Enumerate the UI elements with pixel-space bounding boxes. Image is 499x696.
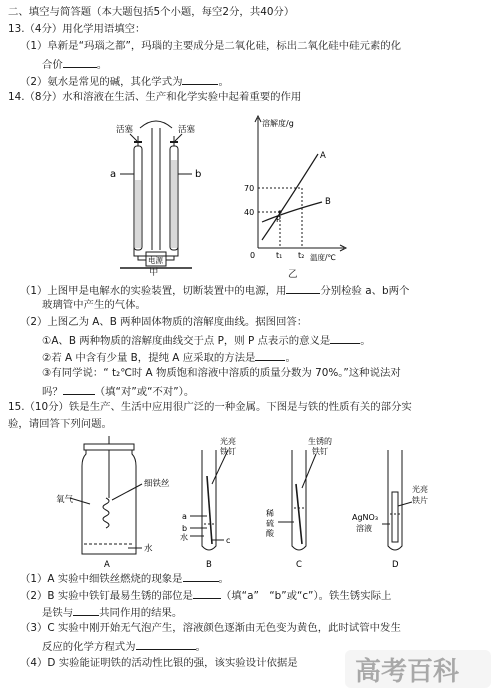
nail-b [207, 476, 212, 544]
valve-right-label: 活塞 [178, 125, 196, 135]
power-label: 电源 [148, 256, 163, 265]
x-axis-label: 温度/℃ [310, 253, 336, 262]
tick-t2: t₂ [298, 251, 305, 260]
sheet-label-a: 光亮 [412, 485, 428, 494]
nail2-label-b: 铁钉 [312, 447, 328, 456]
iron-wire-label: 细铁丝 [144, 479, 170, 489]
q15-line3b-text: 反应的化学方程式为 [42, 641, 136, 653]
q13-line1b [42, 56, 107, 72]
iron-sheet [392, 492, 398, 542]
test-tube-c [292, 450, 306, 550]
acid-label-2: 硫 [266, 519, 274, 528]
watermark-text: 高考百科 [355, 657, 460, 687]
q15-heading-2: 验，请回答下列问题。 [8, 418, 112, 430]
q15-line3b [42, 638, 206, 654]
q15-line2b-end: 共同作用的结果。 [99, 607, 183, 619]
experiment-b-figure [180, 436, 250, 570]
point-b-label: b [182, 524, 188, 533]
q15-line3b-end: 。 [195, 641, 206, 653]
q15-blank-2[interactable] [193, 587, 221, 599]
q14-line1-text: （1）上图甲是电解水的实验装置，切断装置中的电源，用 [20, 285, 287, 297]
nail1-label-a: 光亮 [220, 437, 236, 446]
q14-blank-3[interactable] [255, 349, 285, 361]
q14-line2: （2）上图乙为 A、B 两种固体物质的溶解度曲线。据图回答： [20, 316, 308, 328]
section-title: 二、填空与简答题（本大题包括5个小题，每空2分，共40分） [8, 6, 295, 18]
q15-heading: 15.（10分）铁是生产、生活中应用很广泛的一种金属。下图是与铁的性质有关的部分实 [8, 401, 412, 413]
electrolysis-apparatus-figure [90, 110, 222, 270]
q14-line3-text: ①A、B 两种物质的溶解度曲线交于点 P，则 P 点表示的意义是 [42, 335, 331, 347]
q15-line1-end: 。 [218, 573, 229, 585]
q14-line4 [42, 349, 296, 365]
exp-a-label: A [104, 560, 110, 570]
q15-line2b-text: 是铁与 [42, 607, 74, 619]
q14-line5b-text: 吗？ [42, 386, 63, 398]
q15-line1-text: （1）A 实验中细铁丝燃烧的现象是 [20, 573, 183, 585]
q14-blank-4[interactable] [63, 383, 95, 395]
q13-line2-end: 。 [218, 76, 229, 88]
iron-wire-coil [103, 498, 109, 528]
exp-d-label: D [392, 560, 399, 570]
agno3-label-a: AgNO₃ [352, 513, 379, 522]
q14-blank-2[interactable] [330, 332, 360, 344]
rusted-nail [296, 484, 302, 544]
q15-line4: （4）D 实验能证明铁的活动性比银的强，该实验设计依据是 [20, 657, 298, 669]
tick-70: 70 [244, 184, 255, 193]
curve-a [262, 154, 318, 240]
q15-line1 [20, 570, 229, 586]
exp-b-label: B [206, 560, 212, 570]
figure-jia-caption: 甲 [149, 267, 159, 278]
funnel-top [140, 121, 172, 128]
q13-line1b-text: 合价 [42, 59, 63, 71]
q14-heading: 14.（8分）水和溶液在生活、生产和化学实验中起着重要的作用 [8, 91, 302, 103]
point-c-label: c [226, 536, 231, 545]
q14-line1 [20, 282, 409, 298]
q13-line2 [20, 73, 229, 89]
q13-line1b-end: 。 [96, 59, 108, 71]
q14-blank-1[interactable] [286, 282, 320, 294]
tick-t1: t₁ [276, 251, 283, 260]
q14-line1-end: 分别检验 a、b两个 [320, 285, 410, 297]
sheet-label-b: 铁片 [412, 496, 428, 505]
q15-line2b [42, 604, 182, 620]
point-p [278, 210, 281, 213]
experiment-c-figure [262, 436, 342, 570]
point-a-label: a [182, 512, 187, 521]
q14-line4-text: ②若 A 中含有少量 B，提纯 A 应采取的方法是 [42, 352, 256, 364]
q15-line2-text: （2）B 实验中铁钉最易生锈的部位是 [20, 590, 193, 602]
valve-left-label: 活塞 [116, 125, 134, 135]
q15-blank-3[interactable] [73, 604, 99, 616]
q14-line4-end: 。 [285, 352, 296, 364]
q14-line3-end: 。 [360, 335, 371, 347]
q13-line1: （1）阜新是“玛瑙之都”，玛瑙的主要成分是二氧化硅，标出二氧化硅中硅元素的化 [20, 40, 402, 52]
water-label-a: 水 [144, 544, 153, 554]
tick-40: 40 [244, 208, 255, 217]
q13-blank-2[interactable] [182, 73, 218, 85]
test-tube-d [388, 450, 402, 550]
watermark-logo [343, 646, 493, 692]
curve-b-label: B [325, 197, 331, 207]
q13-heading: 13.（4分）用化学用语填空： [8, 23, 146, 35]
q15-line2 [20, 587, 391, 603]
q14-line3 [42, 332, 371, 348]
nail2-label-a: 生锈的 [308, 437, 332, 446]
q15-blank-4[interactable] [136, 638, 196, 650]
tube-a-label: a [110, 169, 117, 180]
water-label-b: 水 [180, 533, 188, 542]
q13-line2-text: （2）氨水是常见的碱，其化学式为 [20, 76, 183, 88]
origin-label: 0 [250, 251, 256, 260]
acid-label-3: 酸 [266, 529, 274, 538]
oxygen-label: 氧气 [56, 495, 74, 505]
q14-line5: ③有同学说：“ t₂℃时 A 物质饱和溶液中溶质的质量分数为 70%。”这种说法对 [42, 367, 401, 379]
exp-c-label: C [296, 560, 302, 570]
y-axis-label: 溶解度/g [262, 119, 294, 128]
acid-label-1: 稀 [266, 509, 274, 518]
nail1-label-b: 铁钉 [220, 447, 236, 456]
experiment-d-figure [346, 436, 446, 570]
q14-line5b [42, 383, 194, 399]
q14-line1b: 玻璃管中产生的气体。 [42, 299, 146, 311]
q15-line2-mid: （填“a” “b”或“c”）。铁生锈实际上 [220, 590, 392, 602]
figure-yi-caption: 乙 [288, 269, 298, 280]
q15-line3: （3）C 实验中刚开始无气泡产生，溶液颜色逐渐由无色变为黄色，此时试管中发生 [20, 622, 401, 634]
solubility-curve-figure [232, 112, 354, 268]
experiment-a-figure [56, 436, 170, 570]
agno3-label-b: 溶液 [356, 524, 372, 533]
q14-line5b-end: （填“对”或“不对”）。 [94, 386, 195, 398]
curve-a-label: A [320, 151, 326, 161]
point-p-label: P [276, 215, 281, 224]
tube-b-label: b [195, 169, 202, 180]
q15-blank-1[interactable] [183, 570, 219, 582]
q13-blank-1[interactable] [63, 56, 97, 68]
